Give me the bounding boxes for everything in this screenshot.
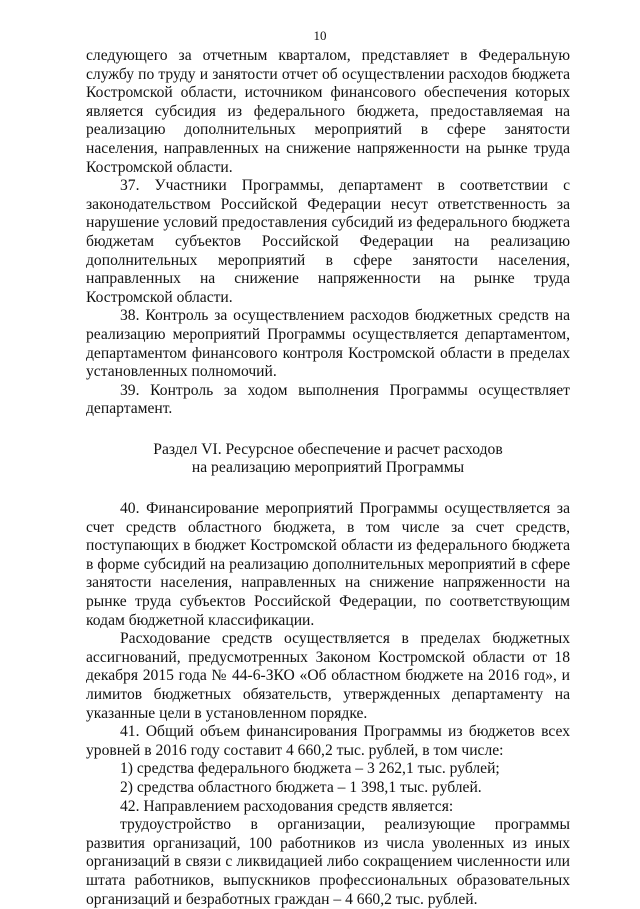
- section-heading-line-1: Раздел VI. Ресурсное обеспечение и расчет расходов: [153, 440, 503, 458]
- paragraph-40: 40. Финансирование мероприятий Программы осуществляется за счет средств областного бюджета, в том числе за счет средств, поступающих в бюджет Костромской области из федерального бюджета в форме субсидий на реализацию дополнительных мероприятий в сфере занятости населения, направленных на снижение напряженности на рынке труда субъектов Российской Федерации, по соответствующим кодам бюджетной классификации.: [86, 500, 570, 629]
- paragraph-38: 38. Контроль за осуществлением расходов бюджетных средств на реализацию мероприятий Программы осуществляется департаментом, департаментом финансового контроля Костромской области в пределах установленных полномочий.: [86, 307, 570, 381]
- section-heading-line-2: на реализацию мероприятий Программы: [191, 459, 465, 477]
- paragraph-41-federal-funds: 1) средства федерального бюджета – 3 262,1 тыс. рублей;: [120, 760, 500, 778]
- paragraph-37: 37. Участники Программы, департамент в соответствии с законодательством Российской Федерации несут ответственность за нарушение условий предоставления субсидий из федерального бюджета бюджетам субъектов Российской Федерации на реализацию дополнительных мероприятий в сфере занятости населения, направленных на снижение напряженности на рынке труда Костромской области.: [86, 177, 570, 306]
- paragraph-41: 41. Общий объем финансирования Программы из бюджетов всех уровней в 2016 году составит 4 660,2 тыс. рублей, в том числе:: [86, 723, 570, 759]
- paragraph-40-spending: Расходование средств осуществляется в пределах бюджетных ассигнований, предусмотренных Законом Костромской области от 18 декабря 2015 года № 44-6-ЗКО «Об областном бюджете на 2016 год», и лимитов бюджетных обязательств, утвержденных департаменту на указанные цели в установленном порядке.: [86, 630, 570, 722]
- paragraph-41-regional-funds: 2) средства областного бюджета – 1 398,1 тыс. рублей.: [120, 778, 482, 796]
- page-number: 10: [313, 28, 327, 43]
- paragraph-continuation: следующего за отчетным кварталом, представляет в Федеральную службу по труду и занятости отчет об осуществлении расходов бюджета Костромской области, источником финансового обеспечения которых является субсидия из федерального бюджета, предоставляемая на реализацию дополнительных мероприятий в сфере занятости населения, направленных на снижение напряженности на рынке труда Костромской области.: [86, 47, 570, 176]
- paragraph-39: 39. Контроль за ходом выполнения Программы осуществляет департамент.: [86, 381, 570, 418]
- document-body: [86, 47, 570, 909]
- section-heading: [86, 441, 570, 478]
- paragraph-42: 42. Направлением расходования средств является:: [120, 797, 454, 815]
- paragraph-42-direction: трудоустройство в организации, реализующие программы развития организаций, 100 работников из числа уволенных из иных организаций в связи с ликвидацией либо сокращением численности или штата работников, выпускников профессиональных образовательных организаций и безработных граждан – 4 660,2 тыс. рублей.: [86, 816, 570, 908]
